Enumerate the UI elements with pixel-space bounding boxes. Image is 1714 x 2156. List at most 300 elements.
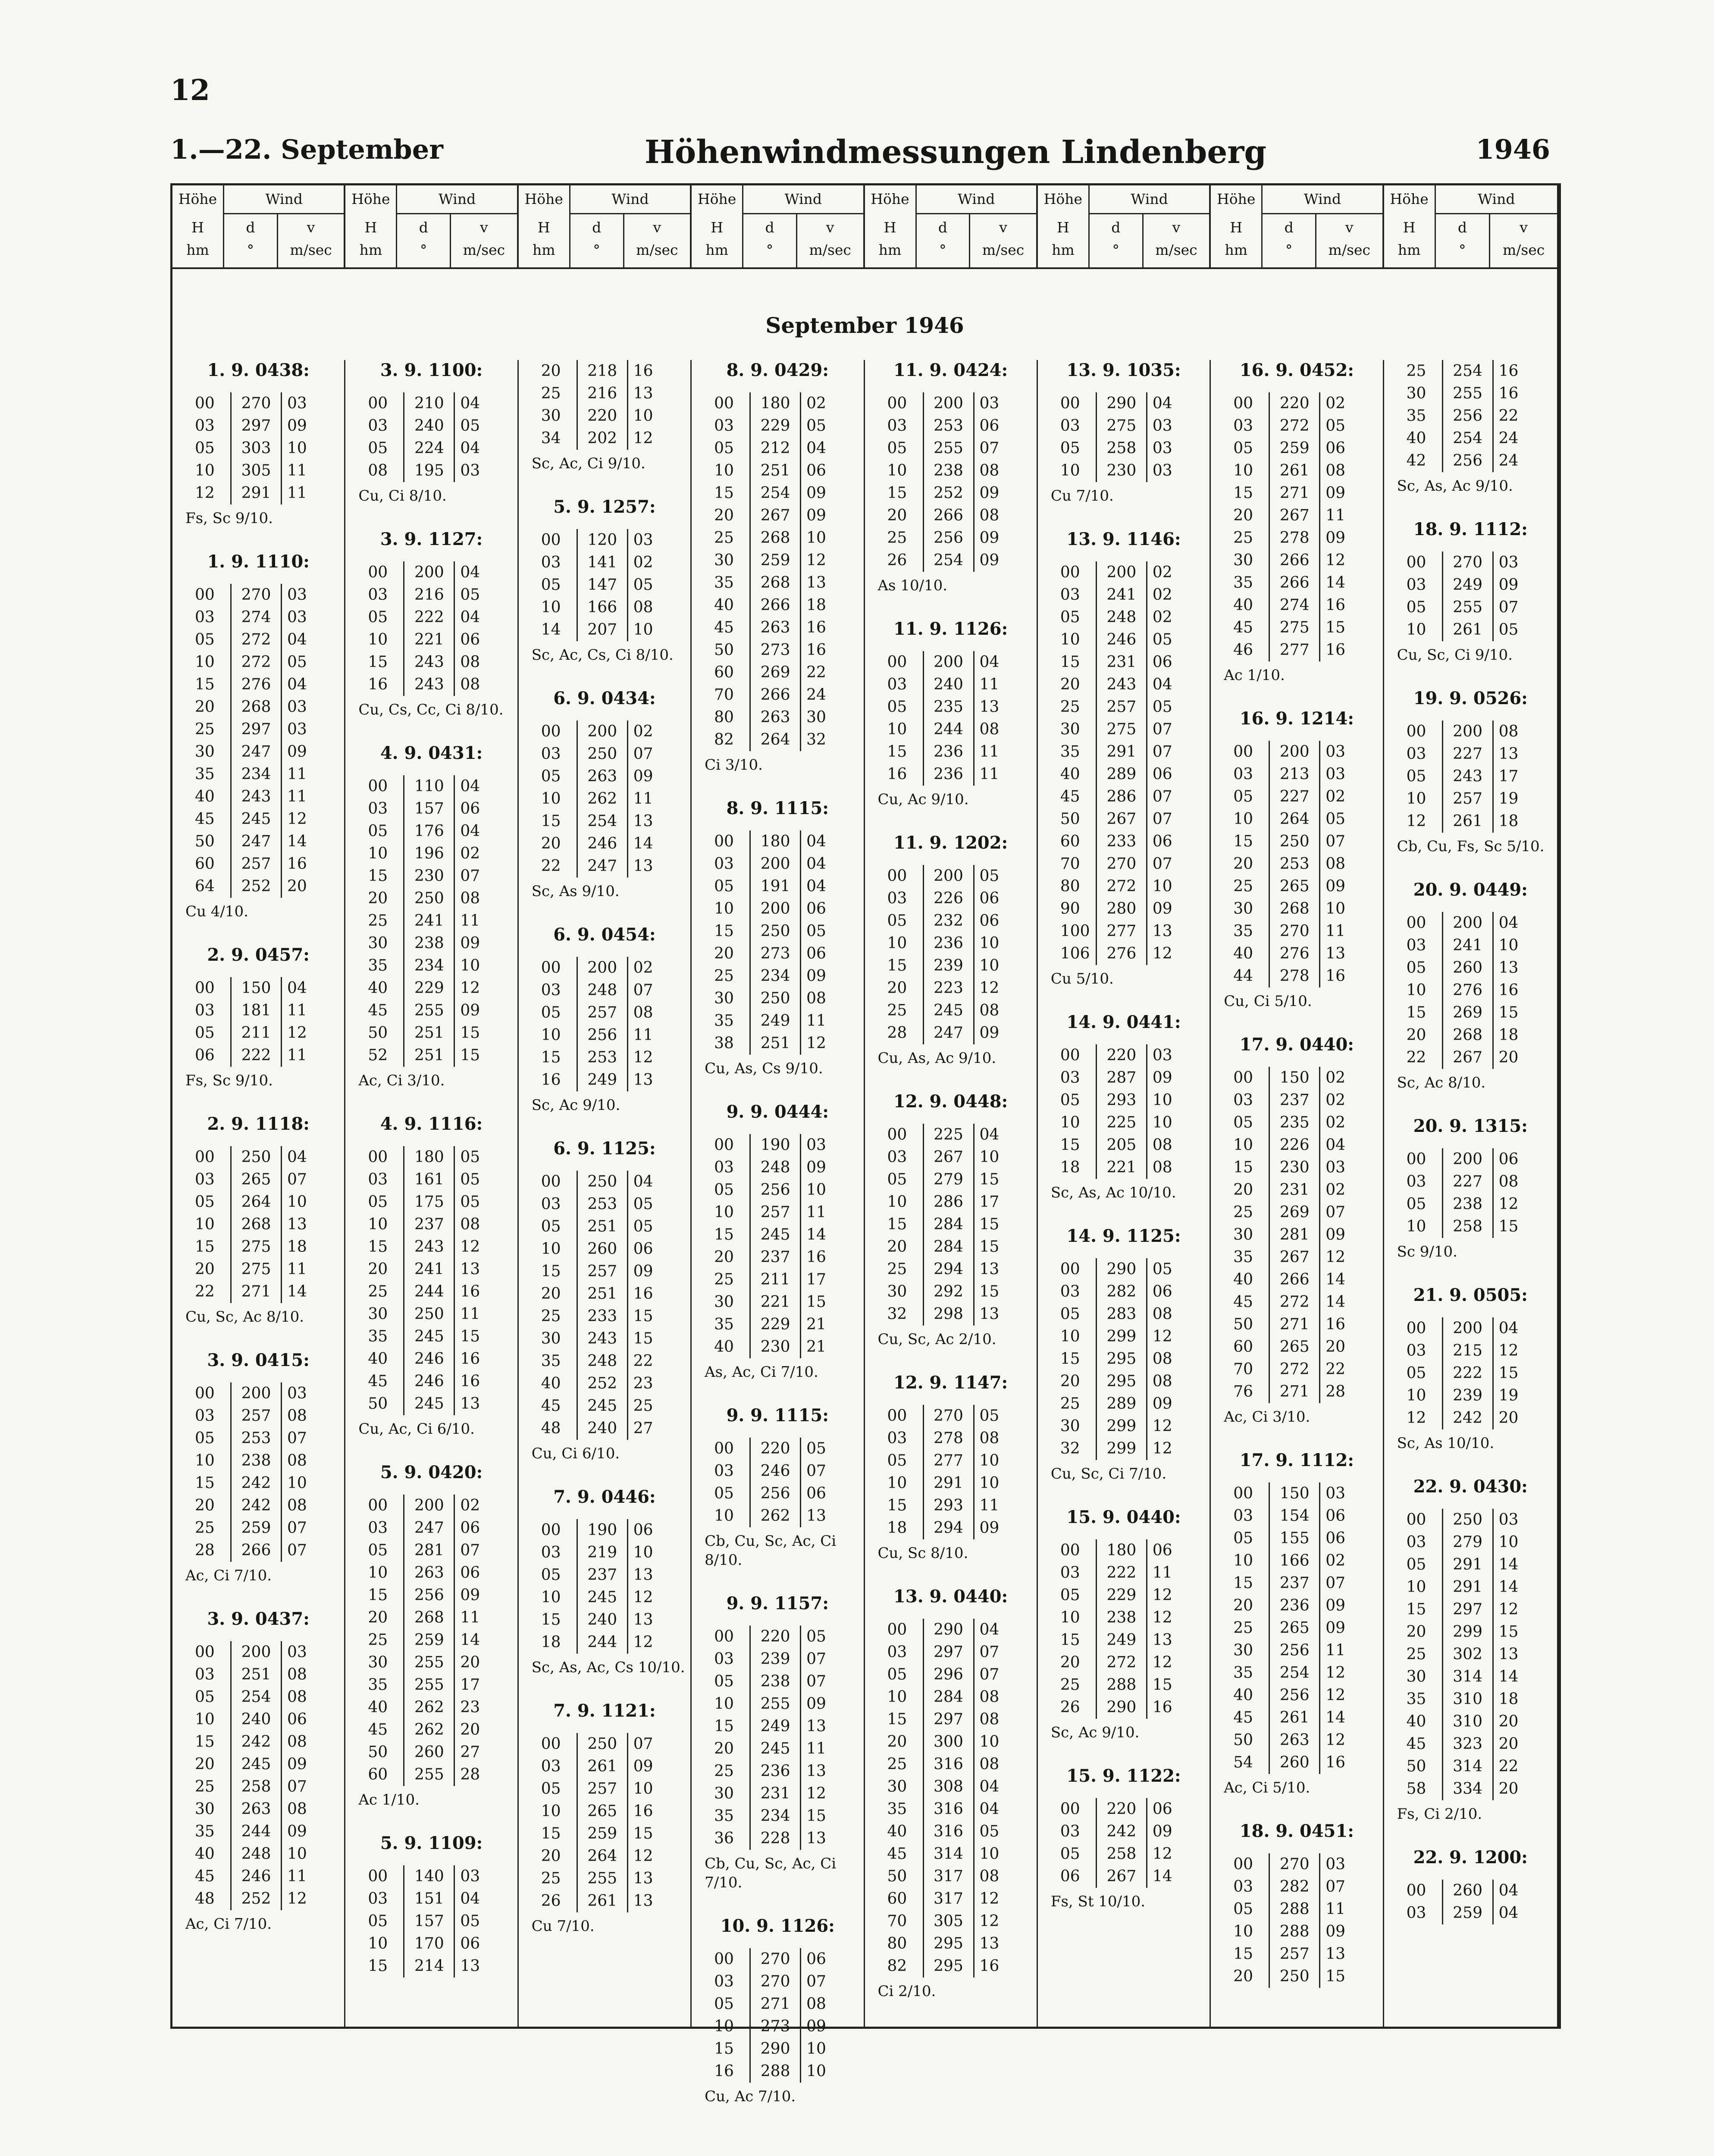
table-row [190,482,318,505]
height-cell: 35 [1233,574,1253,592]
speed-cell: 13 [460,1395,480,1413]
height-cell: 35 [1060,743,1080,761]
table-row [1228,1662,1357,1684]
direction-cell: 250 [404,887,454,910]
table-row [1401,1688,1530,1711]
height-cell: 05 [714,1485,734,1502]
height-cell: 82 [714,731,734,749]
wind-header-label: Wind [1263,191,1382,214]
direction-cell: 120 [577,529,627,552]
table-row [536,1609,664,1631]
speed-cell: 12 [1152,1654,1172,1671]
direction-cell: 247 [231,830,282,853]
speed-cell: 16 [1325,1754,1346,1771]
height-cell: 05 [714,439,734,457]
table-row [1055,1370,1184,1393]
direction-symbol: d [1284,219,1294,236]
speed-cell: 14 [1325,574,1346,592]
direction-cell: 244 [923,718,974,741]
direction-cell: 275 [1096,718,1147,741]
speed-cell: 25 [633,1397,653,1415]
direction-cell: 314 [1442,1755,1493,1778]
height-cell: 15 [1233,1945,1253,1963]
height-cell: 05 [1060,1845,1080,1863]
data-column [692,360,865,2105]
table-row [1228,1067,1357,1089]
speed-cell: 11 [633,1026,653,1044]
height-cell: 05 [195,1193,215,1211]
table-row [190,808,318,830]
sounding-table [882,865,1011,1044]
height-symbol: H [537,219,550,236]
direction-cell: 221 [404,629,454,651]
speed-cell: 07 [979,1643,1000,1661]
direction-cell: 234 [231,763,282,786]
speed-cell: 19 [1498,790,1519,808]
speed-cell: 10 [979,1452,1000,1470]
direction-cell: 147 [577,574,627,596]
sounding-block [345,1114,517,1438]
speed-cell: 11 [287,1260,307,1278]
direction-cell: 212 [750,437,801,460]
speed-cell: 02 [633,723,653,740]
speed-cell: 20 [460,1721,480,1739]
table-row [1228,1246,1357,1269]
height-header [1038,185,1090,267]
direction-cell: 259 [231,1517,282,1539]
height-cell: 35 [368,1328,388,1345]
table-row [709,1482,837,1505]
speed-cell: 16 [806,641,826,659]
height-cell: 54 [1233,1754,1253,1771]
height-symbol: H [884,219,896,236]
speed-cell: 14 [1325,1709,1346,1727]
speed-cell: 02 [1325,395,1346,412]
table-row [363,674,491,696]
height-header-label: Höhe [524,191,563,207]
direction-cell: 219 [577,1542,627,1564]
height-cell: 25 [1060,1676,1080,1694]
table-row [190,629,318,651]
table-row [1055,1258,1184,1281]
direction-symbol: d [419,219,428,236]
speed-cell: 10 [1152,1091,1172,1109]
speed-cell: 03 [1152,462,1172,479]
table-row [363,437,491,460]
table-row [1055,741,1184,763]
height-unit: hm [532,241,555,258]
direction-cell: 267 [1269,1246,1320,1269]
speed-cell: 12 [460,979,480,997]
height-cell: 05 [1233,439,1253,457]
table-row [190,1213,318,1236]
direction-cell: 237 [750,1246,801,1269]
direction-cell: 257 [231,1405,282,1427]
direction-cell: 290 [1096,1696,1147,1719]
wind-header-label: Wind [397,191,517,214]
speed-cell: 07 [806,1462,826,1480]
height-cell: 10 [541,599,561,616]
height-cell: 03 [368,1171,388,1188]
direction-cell: 268 [404,1607,454,1629]
direction-cell: 292 [923,1281,974,1303]
speed-cell: 13 [633,812,653,830]
height-cell: 00 [1233,1069,1253,1087]
speed-unit: m/sec [982,241,1025,258]
table-row [363,1495,491,1517]
table-row [1055,1112,1184,1134]
sounding-table [1055,1258,1184,1460]
height-cell: 22 [541,857,561,875]
table-row [709,594,837,617]
direction-cell: 277 [923,1450,974,1472]
speed-cell: 16 [806,619,826,636]
speed-cell: 09 [806,2018,826,2035]
direction-cell: 293 [1096,1089,1147,1112]
speed-cell: 10 [1498,937,1519,954]
direction-cell: 157 [404,1910,454,1933]
direction-cell: 220 [1269,392,1320,415]
table-row [1401,721,1530,743]
height-cell: 00 [714,1950,734,1968]
table-row [1401,957,1530,979]
height-symbol: H [364,219,377,236]
speed-cell: 16 [1498,362,1519,380]
cloud-note: Cu, Ac, Ci 6/10. [358,1420,475,1438]
speed-cell: 12 [1152,1328,1172,1345]
speed-cell: 13 [633,1870,653,1887]
direction-cell: 242 [231,1472,282,1495]
cloud-note: Cu, Sc, Ci 9/10. [1397,646,1513,664]
height-cell: 18 [541,1633,561,1651]
direction-unit: ° [247,241,254,258]
direction-cell: 270 [923,1405,974,1427]
height-cell: 25 [887,1260,907,1278]
height-cell: 10 [887,1688,907,1706]
direction-cell: 211 [231,1022,282,1044]
direction-cell: 246 [577,833,627,855]
speed-cell: 09 [633,768,653,785]
height-cell: 10 [714,1203,734,1221]
sounding-table [536,721,664,877]
height-cell: 10 [1060,631,1080,649]
speed-cell: 03 [287,395,307,412]
table-row [1228,1617,1357,1639]
direction-cell: 270 [1269,920,1320,943]
table-row [709,1948,837,1971]
direction-cell: 256 [750,1179,801,1201]
sounding-block [519,688,690,901]
speed-cell: 12 [287,1024,307,1042]
height-cell: 10 [1406,790,1426,808]
direction-cell: 274 [1269,594,1320,617]
height-cell: 05 [368,1542,388,1559]
speed-cell: 12 [633,1847,653,1865]
speed-cell: 08 [979,1868,1000,1885]
table-row [1228,1201,1357,1224]
table-row [363,1562,491,1584]
height-cell: 05 [195,1024,215,1042]
direction-cell: 238 [750,1670,801,1693]
height-cell: 25 [714,967,734,985]
speed-symbol: v [1520,219,1528,236]
speed-cell: 12 [460,1238,480,1256]
speed-cell: 13 [1152,922,1172,940]
direction-cell: 233 [577,1305,627,1328]
table-row [1055,1044,1184,1067]
speed-cell: 09 [979,529,1000,547]
speed-cell: 11 [1325,1642,1346,1659]
sounding-table [709,830,837,1055]
height-cell: 40 [1233,1271,1253,1288]
direction-cell: 268 [1269,898,1320,920]
direction-cell: 254 [750,482,801,505]
table-row [1228,639,1357,661]
speed-cell: 13 [1498,745,1519,763]
speed-cell: 04 [460,439,480,457]
table-row [536,1890,664,1912]
sounding-table [363,561,491,696]
speed-cell: 12 [806,1785,826,1802]
table-row [536,360,664,382]
table-row [536,1216,664,1238]
table-row [363,955,491,977]
direction-cell: 222 [1096,1562,1147,1584]
speed-cell: 04 [287,979,307,997]
speed-cell: 11 [806,1740,826,1758]
table-row [882,865,1011,887]
height-header [1384,185,1436,267]
table-row [1055,943,1184,965]
speed-cell: 03 [1325,765,1346,783]
height-cell: 82 [887,1957,907,1975]
speed-cell: 09 [1325,1923,1346,1940]
direction-cell: 110 [404,775,454,798]
direction-cell: 248 [750,1156,801,1179]
direction-header [570,213,624,267]
direction-cell: 250 [231,1146,282,1169]
direction-cell: 266 [923,505,974,527]
height-cell: 25 [1406,1645,1426,1663]
table-row [882,392,1011,415]
table-row [882,955,1011,977]
direction-cell: 245 [577,1586,627,1609]
sounding-title: 7. 9. 0446: [553,1487,656,1507]
sounding-title: 13. 9. 1035: [1066,360,1181,380]
direction-cell: 252 [923,482,974,505]
height-cell: 20 [1233,1181,1253,1199]
direction-cell: 291 [1096,741,1147,763]
speed-unit: m/sec [809,241,851,258]
height-cell: 45 [1233,619,1253,636]
speed-cell: 09 [287,417,307,435]
sounding-block [345,1833,517,1977]
height-cell: 10 [714,900,734,918]
speed-cell: 09 [979,552,1000,569]
direction-cell: 150 [1269,1482,1320,1505]
table-row [363,1933,491,1955]
direction-cell: 297 [923,1708,974,1731]
wind-header-label: Wind [570,191,690,214]
height-cell: 15 [541,1611,561,1629]
speed-cell: 05 [633,1195,653,1213]
speed-cell: 13 [806,574,826,592]
height-cell: 06 [195,1047,215,1064]
direction-cell: 291 [231,482,282,505]
sounding-title: 1. 9. 1110: [207,552,310,572]
direction-cell: 200 [750,898,801,920]
direction-cell: 248 [577,1350,627,1373]
height-cell: 25 [541,385,561,402]
height-cell: 20 [1060,1654,1080,1671]
table-row [1228,920,1357,943]
height-cell: 50 [1233,1316,1253,1333]
table-row [536,1395,664,1417]
direction-cell: 154 [1269,1505,1320,1527]
table-row [363,1146,491,1169]
table-row [190,1641,318,1664]
direction-cell: 254 [1442,427,1493,450]
sounding-title: 13. 9. 0440: [893,1586,1008,1607]
speed-cell: 18 [1498,1690,1519,1708]
speed-cell: 08 [1325,855,1346,873]
table-row [1228,875,1357,898]
sounding-block [865,1586,1037,2001]
speed-cell: 18 [1498,812,1519,830]
table-row [190,1843,318,1865]
height-cell: 15 [541,1263,561,1280]
table-row [363,606,491,629]
speed-unit: m/sec [636,241,678,258]
height-cell: 20 [541,362,561,380]
table-row [1228,1269,1357,1291]
column-header-group [1384,185,1557,267]
table-row [190,392,318,415]
height-cell: 15 [1406,1601,1426,1618]
speed-cell: 09 [1325,877,1346,895]
speed-cell: 16 [633,1802,653,1820]
direction-cell: 261 [577,1890,627,1912]
height-cell: 10 [887,721,907,738]
speed-cell: 09 [806,1695,826,1713]
height-cell: 20 [195,1260,215,1278]
speed-cell: 03 [1152,439,1172,457]
table-row [1401,360,1530,382]
table-row [882,1641,1011,1664]
height-cell: 05 [541,1218,561,1235]
height-cell: 03 [1406,937,1426,954]
speed-cell: 15 [460,1047,480,1064]
table-row [363,1719,491,1741]
height-cell: 10 [1406,621,1426,639]
table-row [363,932,491,955]
speed-cell: 07 [806,1973,826,1990]
speed-cell: 07 [1152,743,1172,761]
height-cell: 03 [541,1544,561,1561]
table-row [882,1517,1011,1539]
speed-cell: 05 [460,1912,480,1930]
height-cell: 10 [887,1193,907,1211]
direction-cell: 284 [923,1236,974,1258]
speed-cell: 03 [287,698,307,716]
speed-cell: 16 [460,1350,480,1368]
sounding-block [692,1405,863,1570]
sounding-table [1401,1148,1530,1238]
direction-cell: 269 [1442,1002,1493,1024]
table-row [882,1124,1011,1146]
sounding-title: 12. 9. 1147: [893,1373,1008,1393]
speed-cell: 16 [1498,385,1519,402]
wind-header-label: Wind [224,191,344,214]
table-row [1401,1047,1530,1069]
height-cell: 10 [195,1452,215,1470]
height-cell: 30 [541,1330,561,1348]
height-cell: 03 [541,554,561,571]
height-cell: 15 [195,1733,215,1751]
height-symbol: H [1403,219,1416,236]
height-cell: 45 [1233,1293,1253,1311]
table-row [536,1002,664,1024]
speed-cell: 08 [633,1004,653,1022]
direction-cell: 310 [1442,1688,1493,1711]
cloud-note: Cu, Sc, Ci 7/10. [1050,1465,1167,1482]
sounding-title: 17. 9. 1112: [1239,1450,1354,1470]
direction-cell: 265 [231,1169,282,1191]
speed-cell: 09 [979,484,1000,502]
height-cell: 25 [887,529,907,547]
height-cell: 10 [195,1216,215,1233]
speed-cell: 03 [1498,1511,1519,1529]
cloud-note: Cu, Ac 7/10. [705,2088,796,2105]
speed-cell: 12 [633,1589,653,1606]
height-cell: 10 [887,1474,907,1492]
table-row [190,1776,318,1798]
height-cell: 03 [1233,1878,1253,1896]
height-cell: 90 [1060,900,1080,918]
direction-cell: 257 [1442,788,1493,810]
sounding-table [1401,721,1530,833]
height-cell: 15 [195,1238,215,1256]
speed-cell: 07 [1152,721,1172,738]
height-cell: 00 [1406,1319,1426,1337]
table-row [1401,1733,1530,1755]
table-row [709,482,837,505]
table-row [1055,1156,1184,1179]
speed-cell: 12 [1152,1440,1172,1457]
speed-cell: 11 [979,676,1000,693]
height-cell: 35 [1233,922,1253,940]
direction-cell: 235 [1269,1112,1320,1134]
sounding-block [1384,519,1557,664]
direction-cell: 257 [577,1778,627,1800]
table-row [709,392,837,415]
table-row [709,1693,837,1715]
table-row [709,1010,837,1032]
table-row [1228,898,1357,920]
height-cell: 03 [887,417,907,435]
direction-cell: 257 [231,853,282,875]
table-row [536,1328,664,1350]
speed-cell: 17 [979,1193,1000,1211]
height-cell: 25 [887,1755,907,1773]
table-row [190,651,318,674]
direction-cell: 249 [750,1010,801,1032]
height-cell: 00 [887,1407,907,1425]
height-cell: 45 [1406,1735,1426,1753]
direction-symbol: d [938,219,947,236]
sounding-block [1211,1821,1382,1988]
sounding-table [536,957,664,1091]
